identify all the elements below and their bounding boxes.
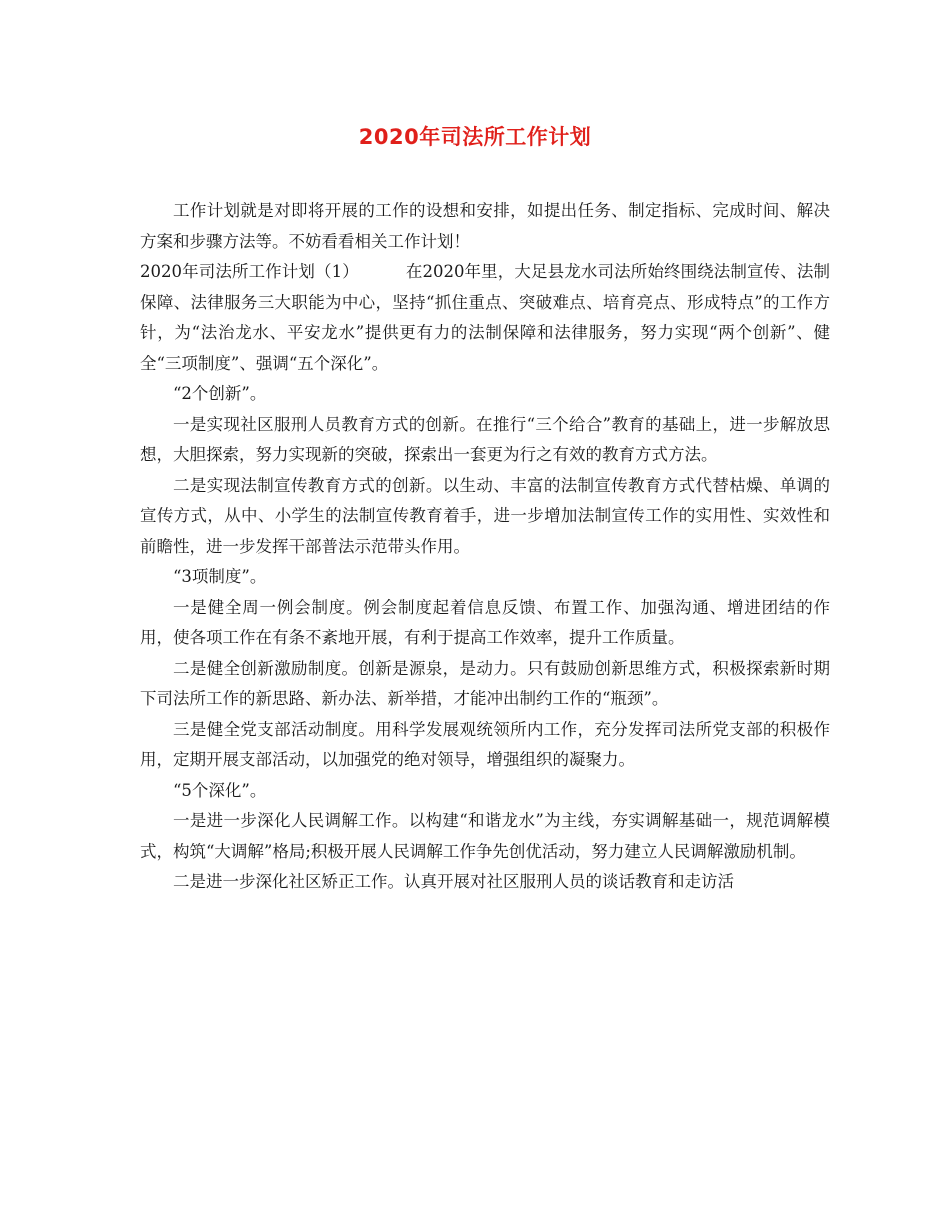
document-title: 2020年司法所工作计划 bbox=[358, 125, 592, 149]
paragraph: 一是健全周一例会制度。例会制度起着信息反馈、布置工作、加强沟通、增进团结的作用，使各项工作在有条不紊地开展，有利于提高工作效率，提升工作质量。 bbox=[140, 597, 830, 647]
paragraph: “2个创新”。 bbox=[173, 384, 267, 403]
paragraph: 工作计划就是对即将开展的工作的设想和安排，如提出任务、制定指标、完成时间、解决方案和步骤方法等。不妨看看相关工作计划！ bbox=[140, 201, 830, 251]
paragraph: 二是健全创新激励制度。创新是源泉，是动力。只有鼓励创新思维方式，积极探索新时期下司法所工作的新思路、新办法、新举措，才能冲出制约工作的“瓶颈”。 bbox=[140, 658, 830, 708]
paragraph: 二是实现法制宣传教育方式的创新。以生动、丰富的法制宣传教育方式代替枯燥、单调的宣传方式，从中、小学生的法制宣传教育着手，进一步增加法制宣传工作的实用性、实效性和前瞻性，进一步发挥干部普法示范带头作用。 bbox=[140, 475, 830, 556]
paragraph: 三是健全党支部活动制度。用科学发展观统领所内工作，充分发挥司法所党支部的积极作用，定期开展支部活动，以加强党的绝对领导，增强组织的凝聚力。 bbox=[140, 719, 830, 769]
paragraph: 一是实现社区服刑人员教育方式的创新。在推行“三个给合”教育的基础上，进一步解放思想，大胆探索，努力实现新的突破，探索出一套更为行之有效的教育方式方法。 bbox=[140, 414, 830, 464]
paragraph: 一是进一步深化人民调解工作。以构建“和谐龙水”为主线，夯实调解基础一，规范调解模式，构筑“大调解”格局;积极开展人民调解工作争先创优活动，努力建立人民调解激励机制。 bbox=[140, 811, 830, 861]
paragraph: “3项制度”。 bbox=[173, 567, 267, 586]
paragraph: “5个深化”。 bbox=[173, 780, 267, 800]
paragraph: 二是进一步深化社区矫正工作。认真开展对社区服刑人员的谈话教育和走访活 bbox=[173, 872, 734, 891]
paragraph: 2020年司法所工作计划（1） 在2020年里，大足县龙水司法所始终围绕法制宣传、法制保障、法律服务三大职能为中心，坚持“抓住重点、突破难点、培育亮点、形成特点”的工作方针，为“法治龙水、平安龙水”提供更有力的法制保障和法律服务，努力实现“两个创新”、健全“三项制度”、强调“五个深化”。 bbox=[140, 262, 830, 373]
document-body bbox=[140, 196, 830, 898]
